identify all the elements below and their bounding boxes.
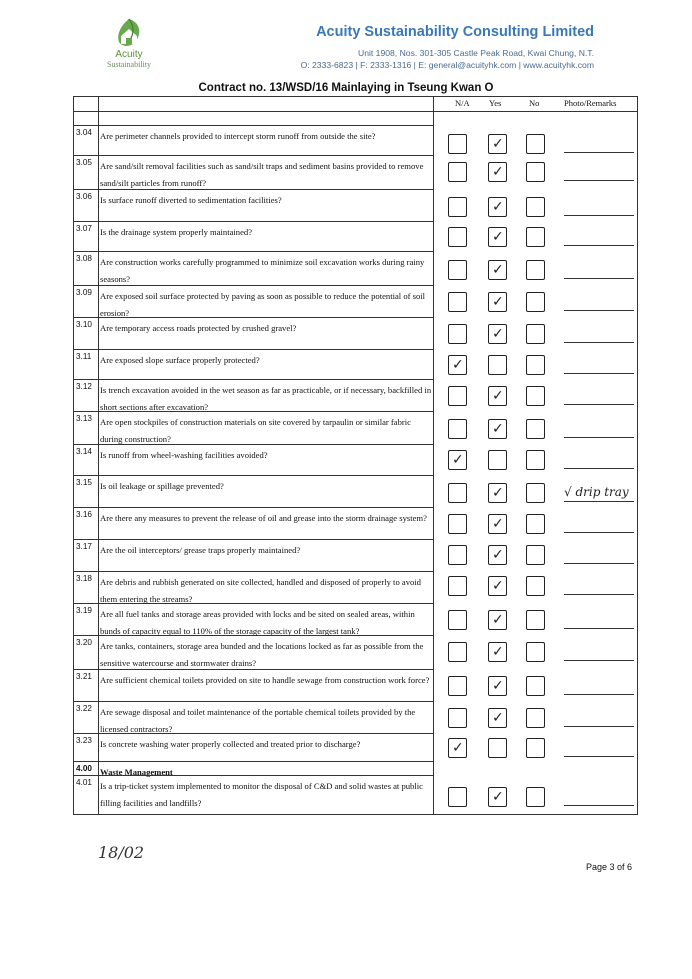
checkbox-na[interactable] [448, 324, 467, 344]
checkmark-icon: ✓ [492, 136, 504, 152]
checkbox-yes[interactable] [488, 738, 507, 758]
checkbox-yes[interactable] [488, 260, 507, 280]
checkbox-yes[interactable] [488, 355, 507, 375]
checkbox-no[interactable] [526, 610, 545, 630]
checkbox-na[interactable] [448, 483, 467, 503]
checkbox-yes[interactable] [488, 197, 507, 217]
checkbox-yes[interactable] [488, 610, 507, 630]
checkbox-yes[interactable] [488, 483, 507, 503]
item-question: Are construction works carefully programmed to minimize soil excavation works during rainy seasons? [100, 257, 425, 284]
company-logo [99, 16, 159, 74]
checkbox-yes[interactable] [488, 545, 507, 565]
table-row [74, 285, 434, 318]
table-row [74, 733, 434, 762]
remark-line [564, 152, 634, 153]
remark-line [564, 468, 634, 469]
remark-line [564, 628, 634, 629]
checkmark-icon: ✓ [452, 452, 464, 468]
item-number: 3.15 [76, 478, 92, 487]
checkmark-icon: ✓ [492, 789, 504, 805]
table-row [74, 701, 434, 734]
item-number: 3.18 [76, 574, 92, 583]
table-row [74, 571, 434, 604]
item-number: 3.19 [76, 606, 92, 615]
checkmark-icon: ✓ [492, 612, 504, 628]
checkmark-icon: ✓ [492, 294, 504, 310]
checkbox-no[interactable] [526, 260, 545, 280]
checkbox-na[interactable] [448, 787, 467, 807]
handwritten-date: 18/02 [98, 843, 145, 862]
checkmark-icon: ✓ [492, 421, 504, 437]
item-number: 3.17 [76, 542, 92, 551]
checkbox-no[interactable] [526, 738, 545, 758]
checkbox-no[interactable] [526, 787, 545, 807]
remark-line [564, 180, 634, 181]
checkbox-na[interactable] [448, 162, 467, 182]
checkbox-no[interactable] [526, 545, 545, 565]
table-row [74, 669, 434, 702]
item-number: 3.12 [76, 382, 92, 391]
item-question: Are the oil interceptors/ grease traps properly maintained? [100, 545, 301, 555]
table-row [74, 539, 434, 572]
checkbox-na[interactable] [448, 642, 467, 662]
remark-line [564, 310, 634, 311]
checkbox-no[interactable] [526, 483, 545, 503]
checkbox-na[interactable] [448, 576, 467, 596]
remark-line [564, 404, 634, 405]
table-row [74, 379, 434, 412]
remark-line [564, 342, 634, 343]
remark-line [564, 501, 634, 502]
checkbox-no[interactable] [526, 576, 545, 596]
remark-line [564, 660, 634, 661]
remark-line [564, 245, 634, 246]
item-question: Are open stockpiles of construction materials on site covered by tarpaulin or similar fabric during construction? [100, 417, 411, 444]
remark-line [564, 215, 634, 216]
checkbox-no[interactable] [526, 514, 545, 534]
item-number: 3.07 [76, 224, 92, 233]
checkbox-yes[interactable] [488, 708, 507, 728]
checkmark-icon: ✓ [492, 164, 504, 180]
checkmark-icon: ✓ [492, 326, 504, 342]
checkbox-na[interactable] [448, 676, 467, 696]
item-question: Are exposed slope surface properly protected? [100, 355, 260, 365]
checkmark-icon: ✓ [492, 547, 504, 563]
checkbox-na[interactable] [448, 450, 467, 470]
item-question: Are all fuel tanks and storage areas provided with locks and be sited on sealed areas, within bunds of capacity equal to 110% of the storage capacity of the largest tank? [100, 609, 415, 636]
item-question: Is a trip-ticket system implemented to monitor the disposal of C&D and solid wastes at public filling facilities and landfills? [100, 781, 423, 808]
checkbox-no[interactable] [526, 642, 545, 662]
checkbox-yes[interactable] [488, 162, 507, 182]
item-question: Is oil leakage or spillage prevented? [100, 481, 224, 491]
checkmark-icon: ✓ [492, 199, 504, 215]
checkbox-na[interactable] [448, 227, 467, 247]
item-question: Are perimeter channels provided to intercept storm runoff from outside the site? [100, 131, 376, 141]
table-row [74, 125, 434, 156]
item-question: Are sufficient chemical toilets provided on site to handle sewage from construction work force? [100, 675, 430, 685]
checkbox-no[interactable] [526, 708, 545, 728]
item-number: 4.00 [76, 764, 92, 773]
checkbox-yes[interactable] [488, 227, 507, 247]
checkmark-icon: ✓ [492, 578, 504, 594]
contract-title: Contract no. 13/WSD/16 Mainlaying in Tseung Kwan O [198, 82, 494, 94]
remark-line [564, 805, 634, 806]
checkmark-icon: ✓ [492, 644, 504, 660]
section-row [74, 761, 434, 776]
checkmark-icon: ✓ [492, 229, 504, 245]
company-name: Acuity Sustainability Consulting Limited [316, 24, 594, 40]
col-header-no: No [529, 98, 540, 108]
checkbox-yes[interactable] [488, 642, 507, 662]
page-number: Page 3 of 6 [586, 862, 633, 872]
item-number: 3.13 [76, 414, 92, 423]
col-header-yes: Yes [489, 98, 502, 108]
checkbox-na[interactable] [448, 708, 467, 728]
checkbox-na[interactable] [448, 514, 467, 534]
checkbox-no[interactable] [526, 324, 545, 344]
checkbox-yes[interactable] [488, 514, 507, 534]
table-row [74, 251, 434, 286]
item-number: 3.06 [76, 192, 92, 201]
remark-line [564, 594, 634, 595]
remark-line [564, 726, 634, 727]
checkmark-icon: ✓ [452, 740, 464, 756]
checkmark-icon: ✓ [492, 710, 504, 726]
checkbox-na[interactable] [448, 355, 467, 375]
item-number: 3.10 [76, 320, 92, 329]
checkmark-icon: ✓ [452, 357, 464, 373]
checkmark-icon: ✓ [492, 516, 504, 532]
checkbox-no[interactable] [526, 386, 545, 406]
checkbox-na[interactable] [448, 545, 467, 565]
table-row [74, 603, 434, 636]
item-number: 3.21 [76, 672, 92, 681]
checkbox-no[interactable] [526, 355, 545, 375]
item-question: Are exposed soil surface protected by paving as soon as possible to reduce the potential of soil erosion? [100, 291, 426, 318]
checkbox-no[interactable] [526, 676, 545, 696]
logo-name: Acuity [115, 49, 143, 60]
checkbox-na[interactable] [448, 738, 467, 758]
item-question: Are temporary access roads protected by crushed gravel? [100, 323, 297, 333]
item-number: 4.01 [76, 778, 92, 787]
header-divider [74, 111, 637, 112]
col-header-na: N/A [455, 98, 470, 108]
item-number: 3.23 [76, 736, 92, 745]
checkbox-no[interactable] [526, 197, 545, 217]
item-number: 3.14 [76, 447, 92, 456]
item-question: Is the drainage system properly maintained? [100, 227, 253, 237]
checkbox-yes[interactable] [488, 324, 507, 344]
checkmark-icon: ✓ [492, 388, 504, 404]
item-question: Is surface runoff diverted to sedimentation facilities? [100, 195, 282, 205]
remark-line [564, 373, 634, 374]
checkbox-yes[interactable] [488, 386, 507, 406]
item-question: Are sewage disposal and toilet maintenance of the portable chemical toilets provided by the licensed contractors? [100, 707, 416, 734]
table-row [74, 349, 434, 380]
item-number: 3.16 [76, 510, 92, 519]
item-question: Is trench excavation avoided in the wet season as far as practicable, or if necessary, backfilled in short sections after excavation? [100, 385, 432, 412]
table-row [74, 775, 434, 817]
table-row [74, 444, 434, 476]
checkmark-icon: ✓ [492, 485, 504, 501]
table-row [74, 189, 434, 222]
company-address: Unit 1908, Nos. 301-305 Castle Peak Road, Kwai Chung, N.T. [358, 48, 594, 58]
item-number: 3.22 [76, 704, 92, 713]
table-row [74, 155, 434, 190]
logo-subtitle: Sustainability [107, 60, 151, 69]
checkbox-yes[interactable] [488, 676, 507, 696]
item-number: 3.05 [76, 158, 92, 167]
item-question: Is runoff from wheel-washing facilities avoided? [100, 450, 268, 460]
leaf-house-icon [112, 16, 146, 50]
item-question: Are sand/silt removal facilities such as sand/silt traps and sediment basins provided to remove sand/silt particles from runoff? [100, 161, 424, 188]
remark-line [564, 756, 634, 757]
table-row [74, 317, 434, 350]
checkbox-yes[interactable] [488, 134, 507, 154]
checkbox-yes[interactable] [488, 787, 507, 807]
item-question: Is concrete washing water properly collected and treated prior to discharge? [100, 739, 361, 749]
item-number: 3.20 [76, 638, 92, 647]
checkbox-no[interactable] [526, 162, 545, 182]
checklist-table [73, 96, 638, 815]
checkbox-na[interactable] [448, 419, 467, 439]
item-question: Are debris and rubbish generated on site collected, handled and disposed of properly to avoid them entering the streams? [100, 577, 421, 604]
remark-line [564, 694, 634, 695]
checkbox-no[interactable] [526, 419, 545, 439]
checkbox-yes[interactable] [488, 450, 507, 470]
item-question: Are there any measures to prevent the release of oil and grease into the storm drainage system? [100, 513, 427, 523]
item-number: 3.04 [76, 128, 92, 137]
checkbox-na[interactable] [448, 260, 467, 280]
table-row [74, 507, 434, 540]
table-row [74, 475, 434, 508]
remark-line [564, 437, 634, 438]
checkbox-yes[interactable] [488, 292, 507, 312]
remark-line [564, 532, 634, 533]
checkbox-na[interactable] [448, 292, 467, 312]
table-row [74, 221, 434, 252]
checkbox-no[interactable] [526, 227, 545, 247]
checkbox-na[interactable] [448, 610, 467, 630]
table-row [74, 411, 434, 445]
remark-text: √ drip tray [564, 485, 629, 499]
section-title: Waste Management [100, 767, 173, 777]
checkbox-no[interactable] [526, 450, 545, 470]
company-contact: O: 2333-6823 | F: 2333-1316 | E: general@acuityhk.com | www.acuityhk.com [300, 60, 594, 70]
checkbox-no[interactable] [526, 292, 545, 312]
remark-line [564, 563, 634, 564]
item-number: 3.11 [76, 352, 92, 361]
checkbox-no[interactable] [526, 134, 545, 154]
table-row [74, 635, 434, 670]
checkmark-icon: ✓ [492, 678, 504, 694]
col-header-remarks: Photo/Remarks [564, 98, 617, 108]
item-number: 3.09 [76, 288, 92, 297]
checkbox-yes[interactable] [488, 419, 507, 439]
checkbox-na[interactable] [448, 197, 467, 217]
item-number: 3.08 [76, 254, 92, 263]
checkbox-na[interactable] [448, 386, 467, 406]
checkmark-icon: ✓ [492, 262, 504, 278]
checkbox-yes[interactable] [488, 576, 507, 596]
remark-line [564, 278, 634, 279]
checkbox-na[interactable] [448, 134, 467, 154]
item-question: Are tanks, containers, storage area bunded and the locations locked as far as possible from the sensitive watercourse and stormwater drains? [100, 641, 424, 668]
